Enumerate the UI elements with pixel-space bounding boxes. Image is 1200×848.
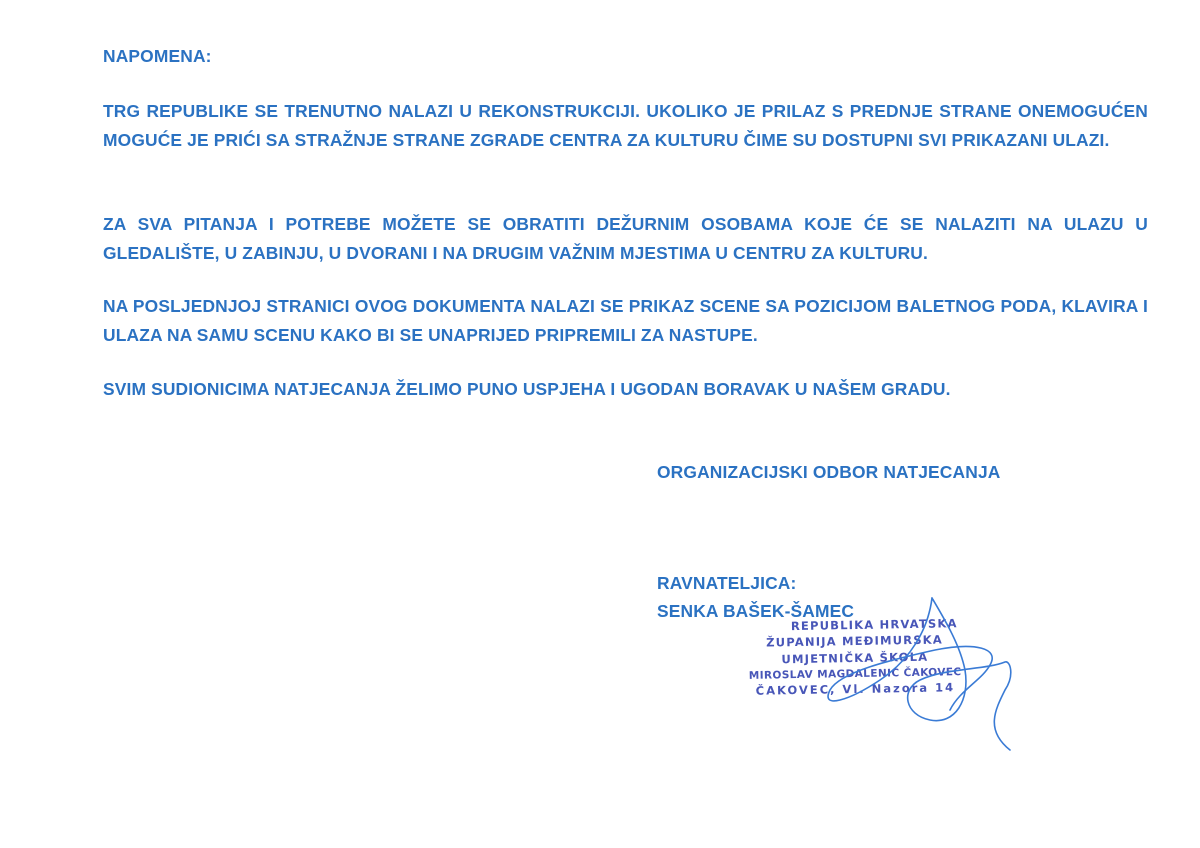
paragraph-reconstruction: TRG REPUBLIKE SE TRENUTNO NALAZI U REKONSTRUKCIJI. UKOLIKO JE PRILAZ S PREDNJE STRANE ONEMOGUĆEN MOGUĆE JE PRIĆI SA STRAŽNJE STRANE ZGRADE CENTRA ZA KULTURU ČIME SU DOSTUPNI SVI PRIKAZANI ULAZI. — [103, 101, 1148, 150]
paragraph-wishes: SVIM SUDIONICIMA NATJECANJA ŽELIMO PUNO USPJEHA I UGODAN BORAVAK U NAŠEM GRADU. — [103, 379, 951, 399]
stamp-line: MIROSLAV MAGDALENIĆ ČAKOVEC — [748, 666, 962, 682]
paragraph-contact: ZA SVA PITANJA I POTREBE MOŽETE SE OBRATITI DEŽURNIM OSOBAMA KOJE ĆE SE NALAZITI NA ULAZU U GLEDALIŠTE, U ZABINJU, U DVORANI I NA DRUGIM VAŽNIM MJESTIMA U CENTRU ZA KULTURU. — [103, 214, 1148, 263]
official-stamp — [739, 616, 971, 715]
stamp-line: ŽUPANIJA MEĐIMURSKA — [766, 632, 944, 650]
stamp-line: ČAKOVEC, Vl. Nazora 14 — [755, 680, 956, 698]
notice-heading: NAPOMENA: — [103, 46, 212, 66]
signatory-role: RAVNATELJICA: — [657, 573, 797, 593]
signatory-name: SENKA BAŠEK-ŠAMEC — [657, 601, 855, 621]
stamp-line: REPUBLIKA HRVATSKA — [790, 616, 958, 634]
stamp-line: UMJETNIČKA ŠKOLA — [781, 649, 929, 667]
paragraph-stage-layout: NA POSLJEDNJOJ STRANICI OVOG DOKUMENTA NALAZI SE PRIKAZ SCENE SA POZICIJOM BALETNOG PODA, KLAVIRA I ULAZA NA SAMU SCENU KAKO BI SE UNAPRIJED PRIPREMILI ZA NASTUPE. — [103, 296, 1148, 345]
organization-name: ORGANIZACIJSKI ODBOR NATJECANJA — [657, 462, 1001, 482]
